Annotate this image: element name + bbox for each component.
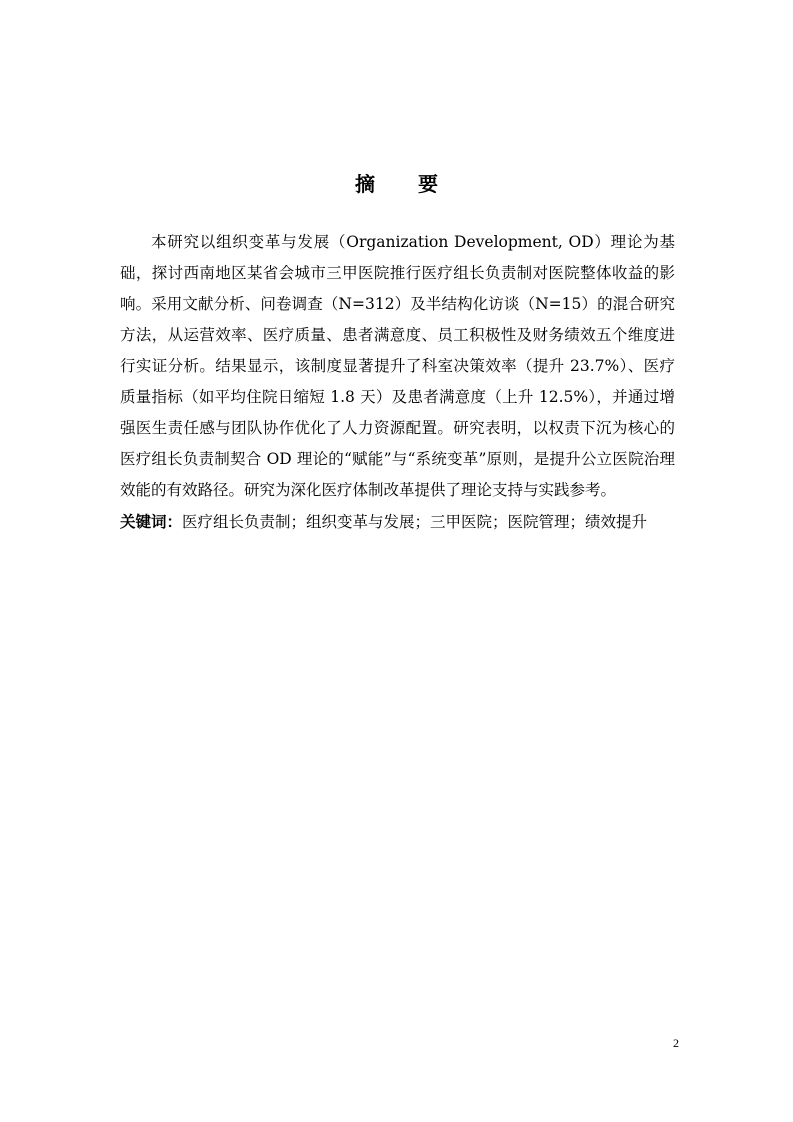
page-number: 2 xyxy=(673,1036,679,1050)
keywords-text: 医疗组长负责制；组织变革与发展；三甲医院；医院管理；绩效提升 xyxy=(182,513,648,531)
abstract-paragraph: 本研究以组织变革与发展（Organization Development, OD）理论为基础，探讨西南地区某省会城市三甲医院推行医疗组长负责制对医院整体收益的影响。采用文献分析、问卷调查（N=312）及半结构化访谈（N=15）的混合研究方法，从运营效率、医疗质量、患者满意度、员工积极性及财务绩效五个维度进行实证分析。结果显示，该制度显著提升了科室决策效率（提升 23.7%）、医疗质量指标（如平均住院日缩短 1.8 天）及患者满意度（上升 12.5%），并通过增强医生责任感与团队协作优化了人力资源配置。研究表明，以权责下沉为核心的医疗组长负责制契合 OD 理论的“赋能”与“系统变革”原则，是提升公立医院治理效能的有效路径。研究为深化医疗体制改革提供了理论支持与实践参考。 xyxy=(120,233,675,499)
page-title: 摘 要 xyxy=(355,172,456,196)
keywords-label: 关键词： xyxy=(120,513,183,531)
keywords-line xyxy=(120,507,675,538)
